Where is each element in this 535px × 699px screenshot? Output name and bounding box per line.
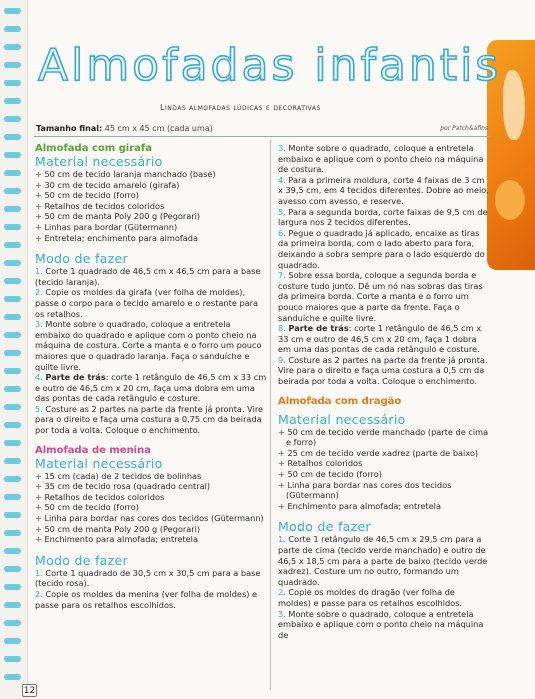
binding-ring <box>4 476 21 482</box>
binding-ring <box>4 548 21 554</box>
instruction-step <box>278 143 490 175</box>
step-text: Monte sobre o quadrado, coloque a entretela embaixo e aplique com o ponto cheio na máquina de costura. <box>278 143 484 175</box>
material-item: + 15 cm (cada) de 2 tecidos de bolinhas <box>35 471 267 482</box>
material-item: + Enchimento para almofada; entretela <box>35 534 267 545</box>
material-item: + 25 cm de tecido verde xadrez (parte de baixo) <box>278 448 490 459</box>
step-number: 5. <box>35 403 46 414</box>
dragon-heading: Almofada com dragão <box>278 395 402 407</box>
binding-ring <box>4 350 21 356</box>
step-number: 2. <box>278 587 289 598</box>
page-subtitle: Lindas almofadas lúdicas e decorativas <box>160 103 321 112</box>
material-item: + Retalhos coloridos <box>278 458 490 469</box>
binding-ring <box>4 602 21 608</box>
binding-ring <box>4 386 21 392</box>
material-item: + 35 cm de tecido rosa (quadrado central) <box>35 481 267 492</box>
giraffe-heading: Almofada com girafa <box>35 143 153 154</box>
binding-ring <box>4 80 21 86</box>
photo-detail <box>495 180 525 220</box>
binding-ring <box>4 368 21 374</box>
material-item: + Entretela; enchimento para almofada <box>35 233 267 244</box>
instruction-step <box>35 589 267 610</box>
binding-ring <box>4 206 21 212</box>
step-number: 5. <box>278 206 289 217</box>
step-number: 3. <box>278 608 289 619</box>
step-number: 4. <box>278 174 289 185</box>
binding-ring <box>4 296 21 302</box>
step-text: Corte 1 quadrado de 46,5 cm x 46,5 cm para a base (tecido laranja). <box>35 266 261 287</box>
column-divider <box>270 140 271 690</box>
giraffe-materials-list <box>35 169 267 243</box>
material-item: + 30 cm de tecido amarelo (girafa) <box>35 180 267 191</box>
material-item: + Enchimento para almofada; entretela <box>278 501 490 512</box>
binding-ring <box>4 98 21 104</box>
instruction-step <box>278 609 490 641</box>
binding-ring <box>4 8 21 14</box>
photo-detail <box>503 70 525 140</box>
binding-ring <box>4 260 21 266</box>
binding-ring <box>4 584 21 590</box>
material-item: + 50 cm de manta Poly 200 g (Pegorari) <box>35 524 267 535</box>
material-item: + Retalhos de tecidos coloridos <box>35 201 267 212</box>
step-number: 2. <box>35 589 46 599</box>
binding-ring <box>4 62 21 68</box>
girl-steps-part2 <box>278 143 490 387</box>
binding-ring <box>4 224 21 230</box>
giraffe-method-heading: Modo de fazer <box>35 251 128 267</box>
step-text: Copie os moldes do dragão (ver folha de moldes) e passe para os retalhos escolhidos. <box>278 587 463 608</box>
binding-ring <box>4 26 21 32</box>
instruction-step <box>35 404 267 436</box>
author-credit: por Patch&afins <box>440 125 488 132</box>
header-divider <box>34 136 490 137</box>
instruction-step <box>35 266 267 287</box>
final-size-label: Tamanho final: <box>36 124 103 133</box>
giraffe-steps <box>35 266 267 436</box>
binding-ring <box>4 116 21 122</box>
girl-steps-part1 <box>35 568 267 610</box>
final-size <box>36 124 488 133</box>
binding-ring <box>4 638 21 644</box>
step-text: Costure as 2 partes na parte da frente já pronta. Vire para o direito e faça uma costura a 0,5 cm da beirada por toda a volta. Coloque o enchimento. <box>278 354 488 387</box>
instruction-step <box>278 207 490 228</box>
step-text: Pegue o quadrado já aplicado, encaixe as tiras da primeira borda, com o lado aberto para fora, deixando a sobra sempre para o lado esquerdo do quadrado. <box>278 227 485 270</box>
girl-method-heading: Modo de fazer <box>35 552 128 568</box>
instruction-step <box>278 355 490 387</box>
step-number: 6. <box>278 227 289 238</box>
material-item: + Linha para bordar nas cores dos tecidos (Gütermann) <box>278 480 490 501</box>
step-number: 8. <box>278 323 289 334</box>
step-number: 3. <box>35 319 46 330</box>
material-item: + 50 cm de tecido laranja manchado (base) <box>35 169 267 180</box>
step-text: : corte 1 retângulo de 46,5 cm x 33 cm e outro de 46,5 cm x 20 cm, faça uma dobra em uma das pontas de cada retângulo e costure. <box>35 372 267 404</box>
step-text: Monte sobre o quadrado, coloque a entretela embaixo do quadrado e aplique com o ponto cheio na máquina de costura. Corte a manta e o forro um pouco maiores que o quadrado laranja. Faça o sanduíche e quilte livre. <box>35 319 262 372</box>
material-item: + 50 cm de tecido (forro) <box>35 190 267 201</box>
instruction-step <box>35 568 267 589</box>
binding-ring <box>4 566 21 572</box>
instruction-step <box>35 287 267 319</box>
instruction-step <box>278 587 490 608</box>
binding-ring <box>4 494 21 500</box>
binding-ring <box>4 530 21 536</box>
left-column <box>35 143 267 610</box>
binding-ring <box>4 656 21 662</box>
step-text: Para a segunda borda, corte faixas de 9,5 cm de largura nos 2 tecidos diferentes. <box>278 206 488 228</box>
material-item: + Linha para bordar nas cores dos tecidos (Gütermann) <box>35 513 267 524</box>
final-size-value: 45 cm x 45 cm (cada uma) <box>102 124 213 133</box>
binding-ring <box>4 44 21 50</box>
binding-ring <box>4 674 21 680</box>
dragon-materials-list <box>278 427 490 512</box>
step-text: Sobre essa borda, coloque a segunda borda e costure tudo junto. Dê um nó nas sobras das tiras da primeira borda. Corte a manta e o forro um pouco maiores que a parte da frente. Faça o sanduíche e quilte livre. <box>278 270 483 323</box>
binding-ring <box>4 440 21 446</box>
step-number: 7. <box>278 270 289 281</box>
material-item: + 50 cm de tecido (forro) <box>278 469 490 480</box>
right-column <box>278 143 490 640</box>
instruction-step <box>278 228 490 270</box>
binding-ring <box>4 278 21 284</box>
step-text: : corte 1 retângulo de 46,5 cm x 33 cm e outro de 46,5 cm x 20 cm, faça 1 dobra em uma das pontas de cada retângulo e costure. <box>278 323 482 355</box>
step-number: 3. <box>278 143 289 153</box>
girl-materials-heading: Material necessário <box>35 455 163 471</box>
step-number: 1. <box>278 534 289 545</box>
binding-ring <box>4 152 21 158</box>
material-item: + 50 cm de tecido verde manchado (parte de cima e forro) <box>278 427 490 448</box>
binding-ring <box>4 512 21 518</box>
dragon-materials-heading: Material necessário <box>278 411 406 427</box>
binding-ring <box>4 188 21 194</box>
dragon-method-heading: Modo de fazer <box>278 519 371 535</box>
step-bold-label: Parte de trás <box>45 372 106 383</box>
binding-ring <box>4 458 21 464</box>
material-item: + 50 cm de tecido (forro) <box>35 502 267 513</box>
step-bold-label: Parte de trás <box>288 323 349 334</box>
step-number: 4. <box>35 372 46 383</box>
step-text: Copie os moldes da girafa (ver folha de moldes), passe o corpo para o tecido amarelo e o restante para os retalhos. <box>35 287 259 319</box>
binding-ring <box>4 134 21 140</box>
instruction-step <box>35 372 267 404</box>
page-number: 12 <box>23 686 36 696</box>
binding-ring <box>4 404 21 410</box>
girl-materials-list <box>35 471 267 545</box>
binding-ring <box>4 170 21 176</box>
step-number: 1. <box>35 266 46 277</box>
instruction-step <box>278 175 490 207</box>
binding-ring <box>4 332 21 338</box>
material-item: + Linhas para bordar (Gütermann) <box>35 222 267 233</box>
instruction-step <box>278 270 490 323</box>
instruction-step <box>35 319 267 372</box>
binding-ring <box>4 620 21 626</box>
page-title: Almofadas infantis <box>38 40 502 91</box>
instruction-step <box>278 534 490 587</box>
spiral-binding <box>0 0 28 699</box>
girl-heading: Almofada de menina <box>35 444 151 456</box>
material-item: + 50 cm de manta Poly 200 g (Pegorari) <box>35 211 267 222</box>
binding-ring <box>4 314 21 320</box>
step-text: Para a primeira moldura, corte 4 faixas de 3 cm x 39,5 cm, em 4 tecidos diferentes. Dobre ao meio, avesso com avesso, e reserve. <box>278 174 489 206</box>
step-text: Monte sobre o quadrado, coloque a entretela embaixo e aplique com o ponto cheio na máquina de <box>278 608 484 640</box>
step-number: 9. <box>278 354 289 365</box>
instruction-step <box>278 323 490 355</box>
step-text: Corte 1 quadrado de 30,5 cm x 30,5 cm para a base (tecido rosa). <box>35 567 261 589</box>
step-number: 2. <box>35 287 46 298</box>
giraffe-materials-heading: Material necessário <box>35 154 163 169</box>
step-text: Corte 1 retângulo de 46,5 cm x 29,5 cm para a parte de cima (tecido verde manchado) e outro de 46,5 x 18,5 cm para a parte de baixo (tecido verde xadrez). Costure um no outro, formando um quadrado. <box>278 534 488 587</box>
step-text: Costure as 2 partes na parte da frente já pronta. Vire para o direito e faça uma costura a 0,75 cm da beirada por toda a volta. Coloque o enchimento. <box>35 403 264 436</box>
step-text: Copie os moldes da menina (ver folha de moldes) e passe para os retalhos escolhidos. <box>35 589 258 610</box>
binding-ring <box>4 422 21 428</box>
step-number: 1. <box>35 567 46 578</box>
dragon-steps <box>278 534 490 640</box>
binding-ring <box>4 242 21 248</box>
material-item: + Retalhos de tecidos coloridos <box>35 492 267 503</box>
